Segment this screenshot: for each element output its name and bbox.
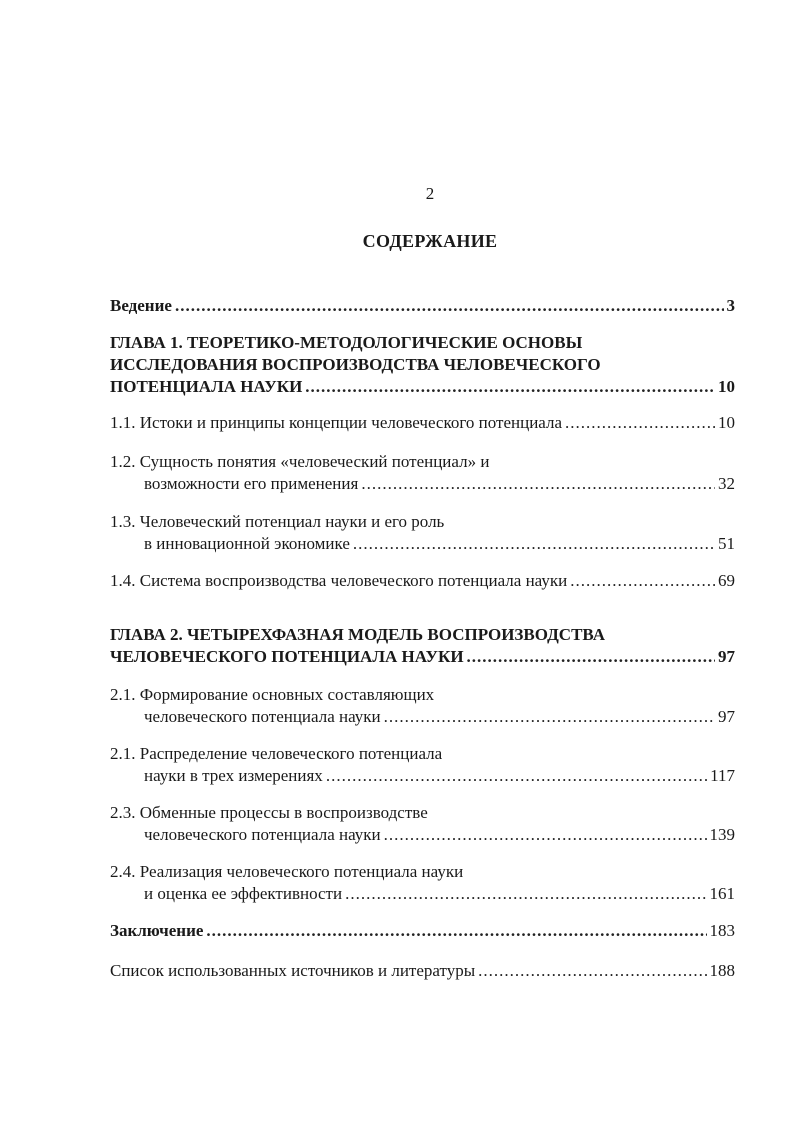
chapter-2-title-line-2: ЧЕЛОВЕЧЕСКОГО ПОТЕНЦИАЛА НАУКИ	[110, 647, 464, 666]
toc-entry-title: 1.1. Истоки и принципы концепции человеческого потенциала	[110, 413, 563, 432]
toc-entry-chapter-2[interactable]	[110, 624, 735, 668]
dot-leader	[565, 412, 715, 434]
dot-leader	[384, 706, 715, 728]
toc-entry-title-cont: человеческого потенциала науки	[144, 707, 381, 726]
toc-entry-title: 2.4. Реализация человеческого потенциала науки	[110, 862, 464, 881]
chapter-2-title-line-1: ГЛАВА 2. ЧЕТЫРЕХФАЗНАЯ МОДЕЛЬ ВОСПРОИЗВОДСТВА	[110, 625, 605, 644]
toc-entry-title: 2.1. Формирование основных составляющих	[110, 685, 435, 704]
dot-leader	[326, 765, 707, 787]
toc-entry-title: Ведение	[110, 296, 172, 315]
toc-entry-2-3[interactable]	[110, 802, 735, 846]
chapter-1-title-line-2: ИССЛЕДОВАНИЯ ВОСПРОИЗВОДСТВА ЧЕЛОВЕЧЕСКОГО	[110, 355, 601, 374]
toc-page-number: 97	[718, 707, 735, 726]
page-number: 2	[425, 184, 435, 203]
toc-entry-title-cont: и оценка ее эффективности	[144, 884, 343, 903]
toc-entry-title: 2.3. Обменные процессы в воспроизводстве	[110, 803, 428, 822]
toc-entry-chapter-1[interactable]	[110, 332, 735, 398]
toc-page-number: 51	[718, 534, 735, 553]
toc-entry-1-3[interactable]	[110, 511, 735, 555]
toc-entry-title: 1.4. Система воспроизводства человеческого потенциала науки	[110, 571, 568, 590]
toc-entry-title: 2.1. Распределение человеческого потенциала	[110, 744, 443, 763]
chapter-1-title-line-3: ПОТЕНЦИАЛА НАУКИ	[110, 377, 303, 396]
toc-entry-title: 1.3. Человеческий потенциал науки и его роль	[110, 512, 445, 531]
toc-entry-1-2[interactable]	[110, 451, 735, 495]
page-title: СОДЕРЖАНИЕ	[362, 231, 498, 251]
toc-entry-title: 1.2. Сущность понятия «человеческий потенциал» и	[110, 452, 490, 471]
toc-entry-2-4[interactable]	[110, 861, 735, 905]
dot-leader	[361, 473, 715, 495]
toc-page-number: 183	[709, 921, 735, 940]
dot-leader	[570, 570, 715, 592]
toc-page-number: 161	[709, 884, 735, 903]
toc-entry-title: Заключение	[110, 921, 204, 940]
dot-leader	[345, 883, 706, 905]
toc-page-number: 117	[710, 766, 735, 785]
toc-entry-1-1[interactable]	[110, 412, 735, 434]
toc-page-number: 3	[726, 296, 735, 315]
toc-page-number: 10	[718, 377, 735, 396]
toc-page-number: 10	[718, 413, 735, 432]
dot-leader	[467, 646, 715, 668]
toc-entry-references[interactable]	[110, 960, 735, 982]
toc-entry-2-2[interactable]	[110, 743, 735, 787]
toc-entry-title-cont: возможности его применения	[144, 474, 359, 493]
toc-entry-title: Список использованных источников и литературы	[110, 961, 476, 980]
toc-entry-title-cont: человеческого потенциала науки	[144, 825, 381, 844]
toc-entry-2-1[interactable]	[110, 684, 735, 728]
toc-page-number: 188	[709, 961, 735, 980]
dot-leader	[206, 920, 706, 942]
toc-entry-title-cont: науки в трех измерениях	[144, 766, 323, 785]
toc-entry-intro[interactable]	[110, 295, 735, 317]
toc-entry-title-cont: в инновационной экономике	[144, 534, 350, 553]
dot-leader	[175, 295, 724, 317]
chapter-1-title-line-1: ГЛАВА 1. ТЕОРЕТИКО-МЕТОДОЛОГИЧЕСКИЕ ОСНОВЫ	[110, 333, 583, 352]
dot-leader	[305, 376, 715, 398]
toc-page-number: 97	[718, 647, 735, 666]
toc-page-number: 69	[718, 571, 735, 590]
dot-leader	[478, 960, 706, 982]
dot-leader	[384, 824, 707, 846]
toc-entry-conclusion[interactable]	[110, 920, 735, 942]
toc-page-number: 32	[718, 474, 735, 493]
dot-leader	[353, 533, 715, 555]
toc-page-number: 139	[709, 825, 735, 844]
toc-entry-1-4[interactable]	[110, 570, 735, 592]
